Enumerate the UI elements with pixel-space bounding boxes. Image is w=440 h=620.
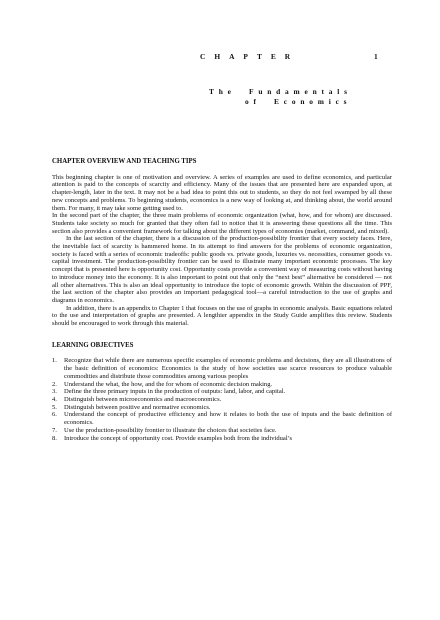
objective-item [52, 427, 392, 435]
objective-number: 1. [52, 357, 57, 365]
objective-item [52, 381, 392, 389]
objective-text: Distinguish between microeconomics and macroeconomics. [64, 395, 222, 403]
objective-number: 2. [52, 380, 57, 388]
overview-paragraph-3: In the last section of the chapter, there is a discussion of the production-possibility frontier that every society faces. Here, the inevitable fact of scarcity is hammered home. In its attempt to find answers for the problems of economic organization, society is faced with a series of economic tradeoffs: public goods vs. private goods, luxuries vs. necessities, consumer goods vs. capital investment. The production-possibility frontier can be used to illustrate many important economic processes. The key concept that is presented here is opportunity cost. Opportunity costs provide a convenient way of measuring costs without having to introduce money into the economy. It is also important to point out that only the “next best” alternative be considered — not all other alternatives. This is also an ideal opportunity to introduce the topic of economic growth. Within the discussion of PPF, the last section of the chapter also provides an important pedagogical tool—a careful introduction to the use of graphs and diagrams in economics. [52, 235, 392, 304]
objective-item [52, 396, 392, 404]
objective-number: 8. [52, 434, 57, 442]
objective-text: Recognize that while there are numerous specific examples of economic problems and decisions, they are all illustrations of the basic definition of economics: Economics is the study of how societies use scarce resources to produce valuable commodities and distribute those commodities among various peoples [64, 357, 392, 380]
overview-paragraph-1: This beginning chapter is one of motivation and overview. A series of examples are used to define economics, and particular attention is paid to the concepts of scarcity and efficiency. Many of the issues that are presented here are expanded upon, at chapter-length, later in the text. It may not be a bad idea to point this out to students, so they do not feel swamped by all these new concepts and problems. To beginning students, economics is a new way of looking at, and thinking about, the world around them. For many, it may take some getting used to. [52, 173, 392, 212]
objective-number: 3. [52, 388, 57, 396]
objective-item [52, 388, 392, 396]
chapter-label: CHAPTER [200, 52, 300, 61]
chapter-number: 1 [374, 52, 378, 61]
overview-paragraph-2: In the second part of the chapter, the three main problems of economic organization (what, how, and for whom) are discussed. Students take society so much for granted that they often fail to notice that it is answering these questions all the time. This section also provides a convenient framework for talking about the different types of economies (market, command, and mixed). [52, 212, 392, 235]
objective-item [52, 404, 392, 412]
objective-item [52, 435, 392, 443]
objective-text: Introduce the concept of opportunity cost. Provide examples both from the individual’s [64, 434, 292, 442]
objective-number: 4. [52, 395, 57, 403]
objective-number: 5. [52, 403, 57, 411]
objective-item [52, 411, 392, 426]
objectives-heading: LEARNING OBJECTIVES [52, 341, 134, 349]
objective-item [52, 357, 392, 380]
section-spacer [52, 328, 392, 342]
objective-text: Use the production-possibility frontier to illustrate the choices that societies face. [64, 426, 277, 434]
objective-number: 6. [52, 411, 57, 419]
objective-text: Understand the concept of productive efficiency and how it relates to both the use of inputs and the basic definition of economics. [64, 411, 392, 427]
objective-text: Distinguish between positive and normative economics. [64, 403, 211, 411]
chapter-title-line-1: The Fundamentals [209, 87, 352, 96]
objectives-list [52, 357, 392, 442]
objective-text: Define the three primary inputs in the production of outputs: land, labor, and capital. [64, 388, 286, 396]
chapter-title-line-2: of Economics [245, 97, 352, 106]
objective-number: 7. [52, 426, 57, 434]
objective-text: Understand the what, the how, and the for whom of economic decision making. [64, 380, 273, 388]
overview-paragraph-4: In addition, there is an appendix to Chapter 1 that focuses on the use of graphs in economic analysis. Basic equations related to the use and interpretation of graphs are presented. A lengthier appendix in the Study Guide amplifies this review. Students should be encouraged to work through this material. [52, 304, 392, 328]
overview-heading: CHAPTER OVERVIEW AND TEACHING TIPS [52, 158, 197, 165]
body-content [52, 158, 392, 442]
